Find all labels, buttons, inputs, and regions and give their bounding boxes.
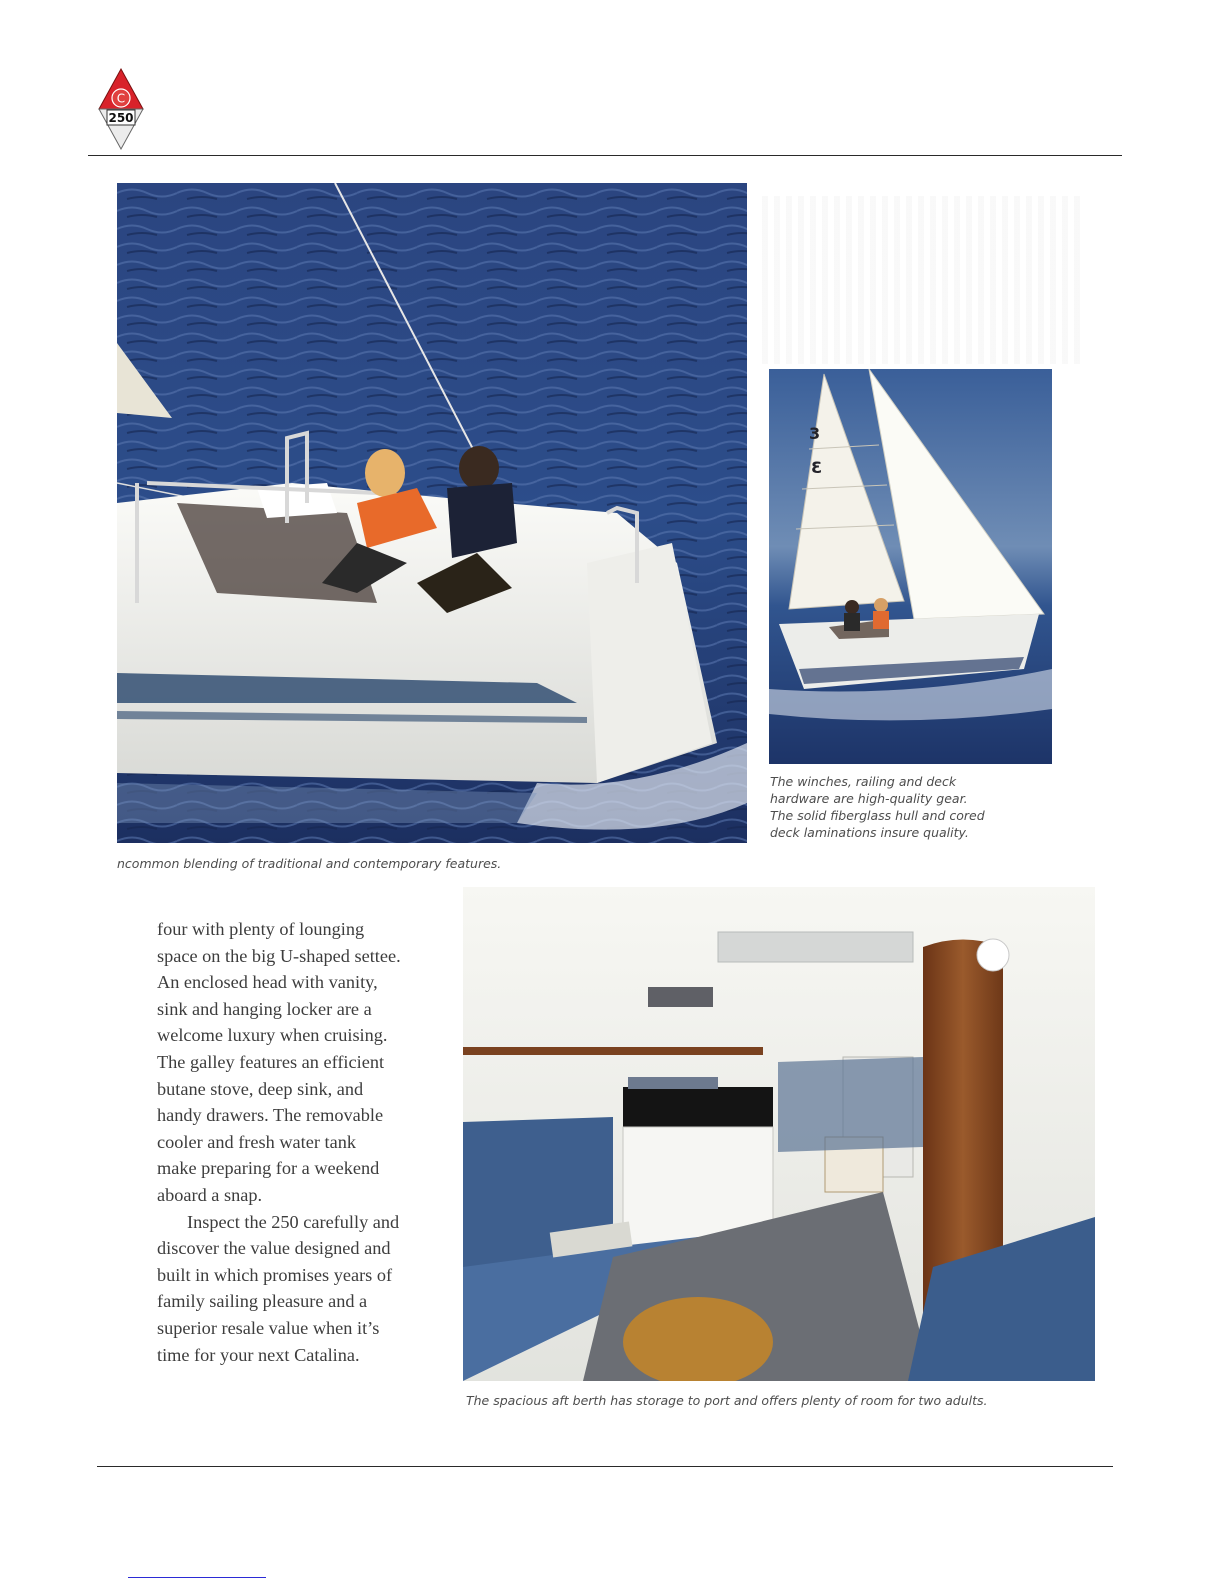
interior-photo-caption — [466, 1392, 988, 1409]
logo-number: 250 — [108, 111, 134, 125]
footer-link-underline[interactable] — [128, 1577, 266, 1578]
body-line: cooler and fresh water tank — [157, 1131, 356, 1152]
caption-line: hardware are high-quality gear. — [770, 791, 968, 806]
body-line: space on the big U-shaped settee. — [157, 945, 401, 966]
caption-line: The spacious aft berth has storage to port and offers plenty of room for two adults. — [466, 1393, 988, 1408]
body-line: aboard a snap. — [157, 1184, 263, 1205]
body-line: welcome luxury when cruising. — [157, 1025, 388, 1046]
sail-number: 3 — [809, 424, 821, 443]
body-copy — [157, 916, 457, 1368]
caption-line: The winches, railing and deck — [770, 774, 957, 789]
body-line: butane stove, deep sink, and — [157, 1078, 364, 1099]
body-line: An enclosed head with vanity, — [157, 972, 378, 993]
interior-cabin-photo — [463, 887, 1095, 1381]
main-sailing-photo — [117, 183, 747, 843]
main-photo-caption — [117, 855, 501, 872]
body-line: superior resale value when it’s — [157, 1317, 380, 1338]
body-line: make preparing for a weekend — [157, 1158, 380, 1179]
logo-letter: C — [116, 91, 126, 106]
header-rule — [88, 155, 1122, 156]
caption-line: The solid fiberglass hull and cored — [770, 808, 985, 823]
body-line: family sailing pleasure and a — [157, 1291, 368, 1312]
body-line: time for your next Catalina. — [157, 1344, 360, 1365]
footer-rule — [97, 1466, 1113, 1467]
body-line: handy drawers. The removable — [157, 1105, 384, 1126]
body-line: The galley features an efficient — [157, 1051, 385, 1072]
ghost-text-column — [762, 196, 1084, 364]
sailboat-photo — [769, 369, 1052, 764]
body-line: built in which promises years of — [157, 1264, 393, 1285]
caption-line: deck laminations insure quality. — [770, 825, 969, 840]
sailboat-photo-caption — [770, 773, 985, 841]
body-line: sink and hanging locker are a — [157, 998, 372, 1019]
svg-text:3: 3 — [810, 458, 822, 477]
catalina-250-logo — [98, 68, 144, 150]
body-line: four with plenty of lounging — [157, 919, 365, 939]
body-line: discover the value designed and — [157, 1238, 391, 1259]
caption-line: ncommon blending of traditional and contemporary features. — [117, 856, 502, 871]
body-line: Inspect the 250 carefully and — [187, 1211, 400, 1232]
